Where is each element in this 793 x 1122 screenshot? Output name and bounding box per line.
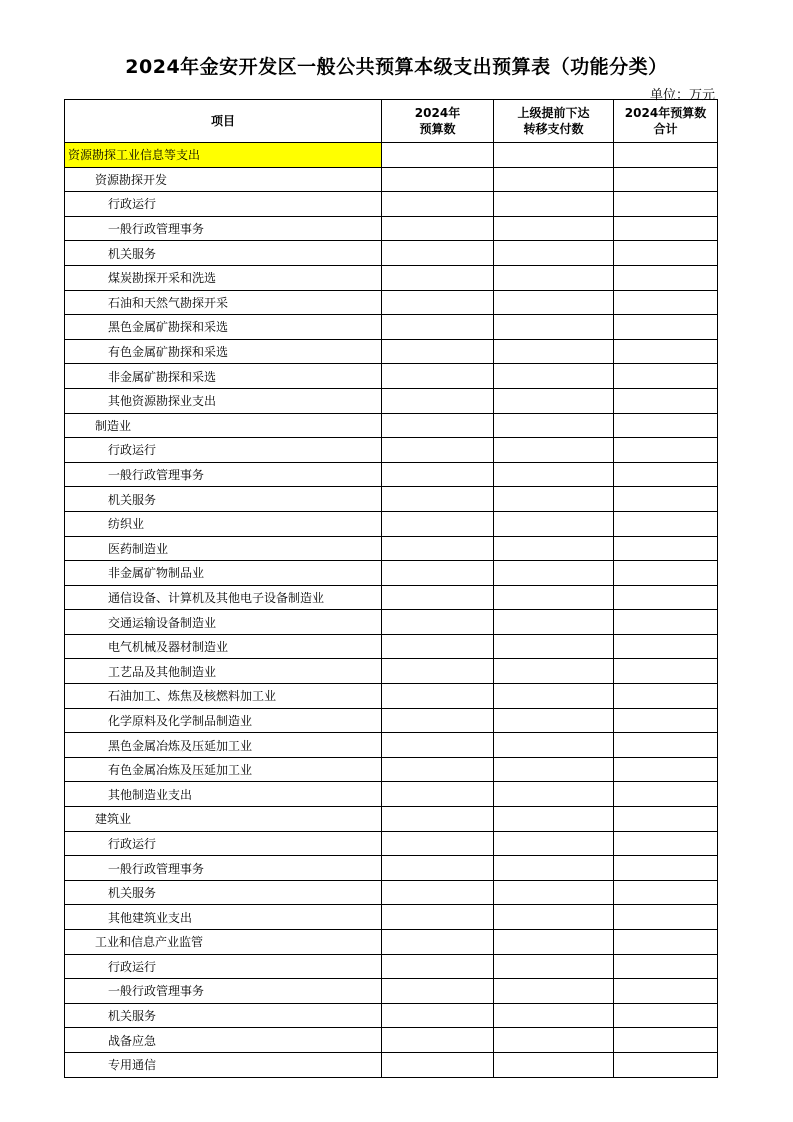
table-row <box>65 290 718 315</box>
budget-2024-cell <box>382 905 494 930</box>
total-cell <box>614 930 718 955</box>
budget-2024-cell <box>382 1052 494 1077</box>
total-cell <box>614 315 718 340</box>
budget-2024-cell <box>382 659 494 684</box>
table-row <box>65 733 718 758</box>
table-row <box>65 807 718 832</box>
transfer-payment-cell <box>494 265 614 290</box>
row-item-label: 机关服务 <box>65 880 382 905</box>
table-row <box>65 216 718 241</box>
transfer-payment-cell <box>494 659 614 684</box>
row-item-label: 建筑业 <box>65 807 382 832</box>
transfer-payment-cell <box>494 757 614 782</box>
transfer-payment-cell <box>494 290 614 315</box>
total-cell <box>614 487 718 512</box>
header-budget-2024-line2: 预算数 <box>419 122 456 136</box>
total-cell <box>614 954 718 979</box>
transfer-payment-cell <box>494 856 614 881</box>
page-title: 2024年金安开发区一般公共预算本级支出预算表（功能分类） <box>125 56 668 78</box>
table-header-row <box>65 100 718 143</box>
budget-2024-cell <box>382 315 494 340</box>
table-row <box>65 634 718 659</box>
row-item-label: 行政运行 <box>65 831 382 856</box>
row-item-label: 行政运行 <box>65 438 382 463</box>
row-item-label: 石油和天然气勘探开采 <box>65 290 382 315</box>
transfer-payment-cell <box>494 880 614 905</box>
table-row <box>65 856 718 881</box>
header-transfer-payment <box>494 100 614 143</box>
row-item-label: 其他建筑业支出 <box>65 905 382 930</box>
transfer-payment-cell <box>494 315 614 340</box>
transfer-payment-cell <box>494 364 614 389</box>
total-cell <box>614 192 718 217</box>
transfer-payment-cell <box>494 782 614 807</box>
budget-2024-cell <box>382 930 494 955</box>
total-cell <box>614 388 718 413</box>
table-row <box>65 979 718 1004</box>
budget-2024-cell <box>382 954 494 979</box>
row-item-label: 工业和信息产业监管 <box>65 930 382 955</box>
header-total-line1: 2024年预算数 <box>624 106 707 120</box>
budget-2024-cell <box>382 561 494 586</box>
transfer-payment-cell <box>494 462 614 487</box>
total-cell <box>614 610 718 635</box>
transfer-payment-cell <box>494 610 614 635</box>
row-item-label: 石油加工、炼焦及核燃料加工业 <box>65 684 382 709</box>
budget-2024-cell <box>382 438 494 463</box>
header-budget-2024-line1: 2024年 <box>414 106 461 120</box>
table-row <box>65 659 718 684</box>
table-row <box>65 438 718 463</box>
row-item-label: 行政运行 <box>65 192 382 217</box>
table-row <box>65 315 718 340</box>
row-item-label: 资源勘探开发 <box>65 167 382 192</box>
table-row <box>65 167 718 192</box>
transfer-payment-cell <box>494 339 614 364</box>
table-row <box>65 364 718 389</box>
row-item-label: 非金属矿勘探和采选 <box>65 364 382 389</box>
transfer-payment-cell <box>494 930 614 955</box>
transfer-payment-cell <box>494 585 614 610</box>
total-cell <box>614 757 718 782</box>
table-row <box>65 561 718 586</box>
row-item-label: 非金属矿物制品业 <box>65 561 382 586</box>
transfer-payment-cell <box>494 536 614 561</box>
budget-2024-cell <box>382 364 494 389</box>
header-total-line2: 合计 <box>653 122 678 136</box>
table-row <box>65 388 718 413</box>
budget-2024-cell <box>382 1028 494 1053</box>
transfer-payment-cell <box>494 192 614 217</box>
budget-2024-cell <box>382 143 494 168</box>
table-row <box>65 413 718 438</box>
budget-2024-cell <box>382 880 494 905</box>
row-item-label: 一般行政管理事务 <box>65 216 382 241</box>
table-row <box>65 143 718 168</box>
row-item-label: 工艺品及其他制造业 <box>65 659 382 684</box>
budget-2024-cell <box>382 585 494 610</box>
table-row <box>65 610 718 635</box>
table-row <box>65 536 718 561</box>
total-cell <box>614 143 718 168</box>
row-item-label: 机关服务 <box>65 241 382 266</box>
row-item-label: 一般行政管理事务 <box>65 979 382 1004</box>
transfer-payment-cell <box>494 954 614 979</box>
transfer-payment-cell <box>494 807 614 832</box>
table-row <box>65 757 718 782</box>
transfer-payment-cell <box>494 561 614 586</box>
header-transfer-payment-line1: 上级提前下达 <box>517 106 590 120</box>
transfer-payment-cell <box>494 143 614 168</box>
budget-2024-cell <box>382 536 494 561</box>
row-item-label: 行政运行 <box>65 954 382 979</box>
row-item-label: 通信设备、计算机及其他电子设备制造业 <box>65 585 382 610</box>
table-row <box>65 684 718 709</box>
budget-2024-cell <box>382 979 494 1004</box>
table-row <box>65 339 718 364</box>
transfer-payment-cell <box>494 438 614 463</box>
row-item-label: 其他制造业支出 <box>65 782 382 807</box>
table-row <box>65 930 718 955</box>
header-item-label: 项目 <box>210 114 235 128</box>
total-cell <box>614 708 718 733</box>
row-item-label: 纺织业 <box>65 511 382 536</box>
total-cell <box>614 290 718 315</box>
table-row <box>65 782 718 807</box>
row-item-label: 制造业 <box>65 413 382 438</box>
table-row <box>65 265 718 290</box>
total-cell <box>614 684 718 709</box>
row-item-label: 黑色金属冶炼及压延加工业 <box>65 733 382 758</box>
total-cell <box>614 733 718 758</box>
total-cell <box>614 905 718 930</box>
budget-table <box>64 99 718 1078</box>
row-item-label: 专用通信 <box>65 1052 382 1077</box>
table-row <box>65 708 718 733</box>
transfer-payment-cell <box>494 979 614 1004</box>
budget-2024-cell <box>382 757 494 782</box>
table-row <box>65 511 718 536</box>
total-cell <box>614 979 718 1004</box>
total-cell <box>614 1003 718 1028</box>
row-item-label: 机关服务 <box>65 1003 382 1028</box>
budget-2024-cell <box>382 167 494 192</box>
table-body <box>65 143 718 1078</box>
row-item-label: 一般行政管理事务 <box>65 462 382 487</box>
transfer-payment-cell <box>494 216 614 241</box>
row-item-label: 医药制造业 <box>65 536 382 561</box>
budget-2024-cell <box>382 462 494 487</box>
budget-2024-cell <box>382 511 494 536</box>
row-item-label: 其他资源勘探业支出 <box>65 388 382 413</box>
total-cell <box>614 807 718 832</box>
budget-2024-cell <box>382 192 494 217</box>
transfer-payment-cell <box>494 733 614 758</box>
row-item-label: 电气机械及器材制造业 <box>65 634 382 659</box>
total-cell <box>614 511 718 536</box>
transfer-payment-cell <box>494 905 614 930</box>
transfer-payment-cell <box>494 1003 614 1028</box>
row-item-label: 化学原料及化学制品制造业 <box>65 708 382 733</box>
budget-2024-cell <box>382 733 494 758</box>
budget-2024-cell <box>382 487 494 512</box>
budget-2024-cell <box>382 782 494 807</box>
budget-2024-cell <box>382 684 494 709</box>
table-row <box>65 905 718 930</box>
budget-2024-cell <box>382 241 494 266</box>
table-row <box>65 954 718 979</box>
budget-2024-cell <box>382 216 494 241</box>
budget-2024-cell <box>382 610 494 635</box>
transfer-payment-cell <box>494 511 614 536</box>
transfer-payment-cell <box>494 388 614 413</box>
total-cell <box>614 659 718 684</box>
transfer-payment-cell <box>494 831 614 856</box>
table-row <box>65 831 718 856</box>
header-transfer-payment-line2: 转移支付数 <box>523 122 584 136</box>
budget-2024-cell <box>382 1003 494 1028</box>
transfer-payment-cell <box>494 1028 614 1053</box>
total-cell <box>614 634 718 659</box>
total-cell <box>614 339 718 364</box>
transfer-payment-cell <box>494 413 614 438</box>
row-item-label: 资源勘探工业信息等支出 <box>65 143 382 168</box>
budget-2024-cell <box>382 339 494 364</box>
table-row <box>65 487 718 512</box>
table-row <box>65 1003 718 1028</box>
total-cell <box>614 561 718 586</box>
total-cell <box>614 364 718 389</box>
transfer-payment-cell <box>494 684 614 709</box>
table-row <box>65 192 718 217</box>
row-item-label: 机关服务 <box>65 487 382 512</box>
total-cell <box>614 536 718 561</box>
total-cell <box>614 585 718 610</box>
transfer-payment-cell <box>494 487 614 512</box>
total-cell <box>614 856 718 881</box>
row-item-label: 有色金属矿勘探和采选 <box>65 339 382 364</box>
total-cell <box>614 831 718 856</box>
table-row <box>65 1052 718 1077</box>
transfer-payment-cell <box>494 241 614 266</box>
total-cell <box>614 462 718 487</box>
total-cell <box>614 413 718 438</box>
row-item-label: 煤炭勘探开采和洗选 <box>65 265 382 290</box>
row-item-label: 黑色金属矿勘探和采选 <box>65 315 382 340</box>
row-item-label: 有色金属冶炼及压延加工业 <box>65 757 382 782</box>
budget-2024-cell <box>382 265 494 290</box>
budget-2024-cell <box>382 831 494 856</box>
budget-2024-cell <box>382 807 494 832</box>
transfer-payment-cell <box>494 167 614 192</box>
header-budget-2024 <box>382 100 494 143</box>
total-cell <box>614 241 718 266</box>
transfer-payment-cell <box>494 708 614 733</box>
total-cell <box>614 216 718 241</box>
total-cell <box>614 438 718 463</box>
table-row <box>65 880 718 905</box>
row-item-label: 交通运输设备制造业 <box>65 610 382 635</box>
table-row <box>65 462 718 487</box>
header-total <box>614 100 718 143</box>
table-row <box>65 585 718 610</box>
total-cell <box>614 167 718 192</box>
header-item <box>65 100 382 143</box>
budget-2024-cell <box>382 290 494 315</box>
total-cell <box>614 265 718 290</box>
total-cell <box>614 880 718 905</box>
table-row <box>65 1028 718 1053</box>
total-cell <box>614 782 718 807</box>
unit-label: 单位：万元 <box>649 88 715 103</box>
row-item-label: 战备应急 <box>65 1028 382 1053</box>
budget-2024-cell <box>382 708 494 733</box>
budget-2024-cell <box>382 856 494 881</box>
budget-2024-cell <box>382 388 494 413</box>
budget-2024-cell <box>382 634 494 659</box>
transfer-payment-cell <box>494 634 614 659</box>
row-item-label: 一般行政管理事务 <box>65 856 382 881</box>
table-row <box>65 241 718 266</box>
total-cell <box>614 1028 718 1053</box>
transfer-payment-cell <box>494 1052 614 1077</box>
budget-2024-cell <box>382 413 494 438</box>
total-cell <box>614 1052 718 1077</box>
